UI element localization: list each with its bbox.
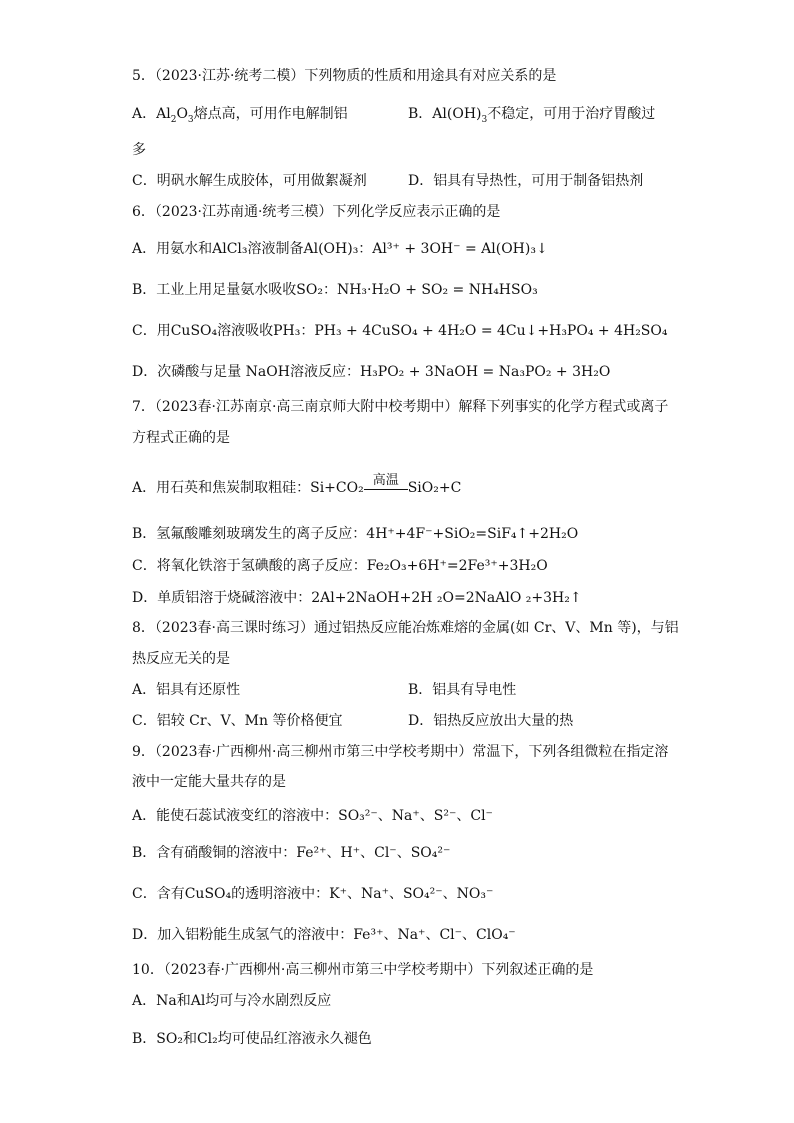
q6-option-a: A．用氨水和AlCl₃溶液制备Al(OH)₃：Al³⁺ + 3OH⁻ = Al(OH)₃↓ (132, 241, 548, 257)
q9-option-a: A．能使石蕊试液变红的溶液中：SO₃²⁻、Na⁺、S²⁻、Cl⁻ (132, 808, 493, 824)
q7-stem-line1: 7．（2023春·江苏南京·高三南京师大附中校考期中）解释下列事实的化学方程式或离子 (132, 399, 669, 415)
q5-stem: 5．（2023·江苏·统考二模）下列物质的性质和用途具有对应关系的是 (132, 68, 557, 84)
q5-option-b: B．$Al(OH)_3$不稳定，可用于治疗胃酸过 (408, 106, 656, 125)
q7-option-b: B．氢氟酸雕刻玻璃发生的离子反应：4H⁺+4F⁻+SiO₂=SiF₄↑+2H₂O (132, 526, 579, 542)
q5-option-c: C．明矾水解生成胶体，可用做絮凝剂 (132, 173, 367, 189)
q5-option-d: D．铝具有导热性，可用于制备铝热剂 (408, 173, 644, 189)
q9-stem-line2: 液中一定能大量共存的是 (132, 774, 286, 790)
q7-option-d: D．单质铝溶于烧碱溶液中：2Al+2NaOH+2H ₂O=2NaAlO ₂+3H₂↑ (132, 590, 582, 606)
q8-stem-line2: 热反应无关的是 (132, 651, 230, 667)
q10-option-b: B．SO₂和Cl₂均可使品红溶液永久褪色 (132, 1031, 372, 1047)
q9-option-c: C．含有CuSO₄的透明溶液中：K⁺、Na⁺、SO₄²⁻、NO₃⁻ (132, 886, 494, 902)
q10-stem: 10．（2023春·广西柳州·高三柳州市第三中学校考期中）下列叙述正确的是 (132, 962, 594, 978)
q6-option-d: D．次磷酸与足量 NaOH溶液反应：H₃PO₂ + 3NaOH = Na₃PO₂ + 3H₂O (132, 364, 611, 380)
q7-option-c: C．将氧化铁溶于氢碘酸的离子反应：Fe₂O₃+6H⁺=2Fe³⁺+3H₂O (132, 558, 548, 574)
q6-option-c: C．用CuSO₄溶液吸收PH₃：PH₃ + 4CuSO₄ + 4H₂O = 4Cu↓+H₃PO₄ + 4H₂SO₄ (132, 323, 668, 339)
q6-option-b: B．工业上用足量氨水吸收SO₂：NH₃·H₂O + SO₂ = NH₄HSO₃ (132, 282, 538, 298)
q8-option-a: A．铝具有还原性 (132, 682, 241, 698)
q10-option-a: A．Na和Al均可与冷水剧烈反应 (132, 993, 332, 1009)
q5-option-b-continued: 多 (132, 142, 146, 158)
q8-stem-line1: 8．（2023春·高三课时练习）通过铝热反应能冶炼难熔的金属(如 Cr、V、Mn 等)，与铝 (132, 620, 679, 636)
q9-option-b: B．含有硝酸铜的溶液中：Fe²⁺、H⁺、Cl⁻、SO₄²⁻ (132, 845, 451, 861)
q7-option-a: A．用石英和焦炭制取粗硅：Si+CO₂ 高温 SiO₂+C (132, 472, 462, 496)
q8-option-c: C．铝较 Cr、V、Mn 等价格便宜 (132, 713, 343, 729)
q9-stem-line1: 9．（2023春·广西柳州·高三柳州市第三中学校考期中）常温下，下列各组微粒在指定溶 (132, 744, 669, 760)
q5-option-a: A．$Al_2O_3$熔点高，可用作电解制铝 (132, 106, 348, 125)
q7-stem-line2: 方程式正确的是 (132, 430, 230, 446)
reaction-condition-arrow: 高温 (364, 487, 408, 490)
q8-option-b: B．铝具有导电性 (408, 682, 517, 698)
q6-stem: 6．（2023·江苏南通·统考三模）下列化学反应表示正确的是 (132, 204, 501, 220)
q9-option-d: D．加入铝粉能生成氢气的溶液中：Fe³⁺、Na⁺、Cl⁻、ClO₄⁻ (132, 927, 516, 943)
q8-option-d: D．铝热反应放出大量的热 (408, 713, 574, 729)
